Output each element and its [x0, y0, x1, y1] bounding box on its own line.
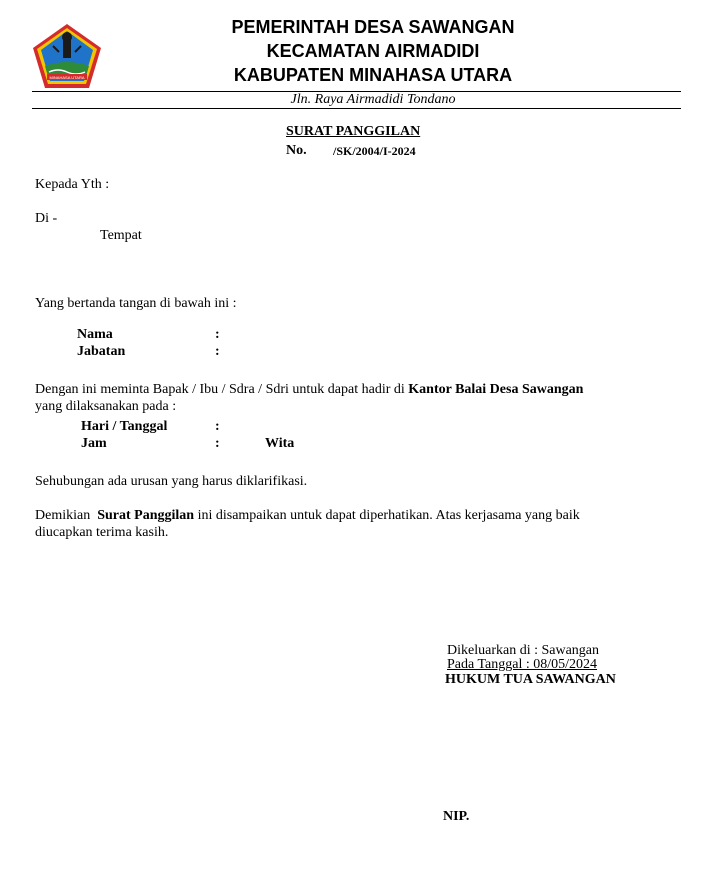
p1-place: Kantor Balai Desa Sawangan — [408, 382, 584, 397]
recipient-to: Kepada Yth : — [35, 177, 110, 192]
letterhead-line3: KABUPATEN MINAHASA UTARA — [233, 65, 513, 85]
signature-position: HUKUM TUA SAWANGAN — [445, 672, 616, 687]
header-rule-bottom — [32, 108, 681, 109]
recipient-tempat: Tempat — [100, 228, 142, 243]
letterhead-line2: KECAMATAN AIRMADIDI — [266, 41, 480, 61]
body-paragraph-1 — [35, 382, 583, 398]
p1-prefix: Dengan ini meminta Bapak / Ibu / Sdra / Sdri untuk dapat hadir di — [35, 382, 405, 397]
schedule-label: Jam — [81, 436, 107, 451]
signer-field-label: Jabatan — [77, 344, 126, 359]
body-paragraph-2: Sehubungan ada urusan yang harus diklarifikasi. — [35, 474, 308, 489]
schedule-value: Wita — [265, 436, 295, 451]
recipient-di: Di - — [35, 211, 58, 226]
minahasa-utara-emblem — [31, 22, 103, 90]
signature-issued: Dikeluarkan di : Sawangan — [447, 643, 600, 658]
letter-number-label: No. — [286, 143, 307, 158]
schedule-colon: : — [215, 436, 220, 451]
logo-banner-text: MINAHASA UTARA — [49, 75, 85, 80]
signer-intro: Yang bertanda tangan di bawah ini : — [35, 296, 237, 311]
letter-title: SURAT PANGGILAN — [286, 124, 421, 139]
body-paragraph-1-line2: yang dilaksanakan pada : — [35, 399, 177, 414]
schedule-colon: : — [215, 419, 220, 434]
schedule-label: Hari / Tanggal — [81, 419, 168, 434]
body-paragraph-3-line2: diucapkan terima kasih. — [35, 525, 169, 540]
body-paragraph-3 — [35, 508, 580, 524]
letterhead-line1: PEMERINTAH DESA SAWANGAN — [231, 17, 515, 37]
letter-number-value: /SK/2004/I-2024 — [333, 144, 416, 158]
signer-field-colon: : — [215, 327, 220, 342]
letterhead-address: Jln. Raya Airmadidi Tondano — [290, 92, 456, 107]
signer-field-label: Nama — [77, 327, 113, 342]
p3-suffix: ini disampaikan untuk dapat diperhatikan. Atas kerjasama yang baik — [197, 508, 580, 523]
signer-field-colon: : — [215, 344, 220, 359]
p3-prefix: Demikian — [35, 508, 91, 523]
p3-bold: Surat Panggilan — [97, 508, 195, 523]
signature-nip: NIP. — [443, 809, 470, 824]
signature-date: Pada Tanggal : 08/05/2024 — [447, 657, 598, 672]
